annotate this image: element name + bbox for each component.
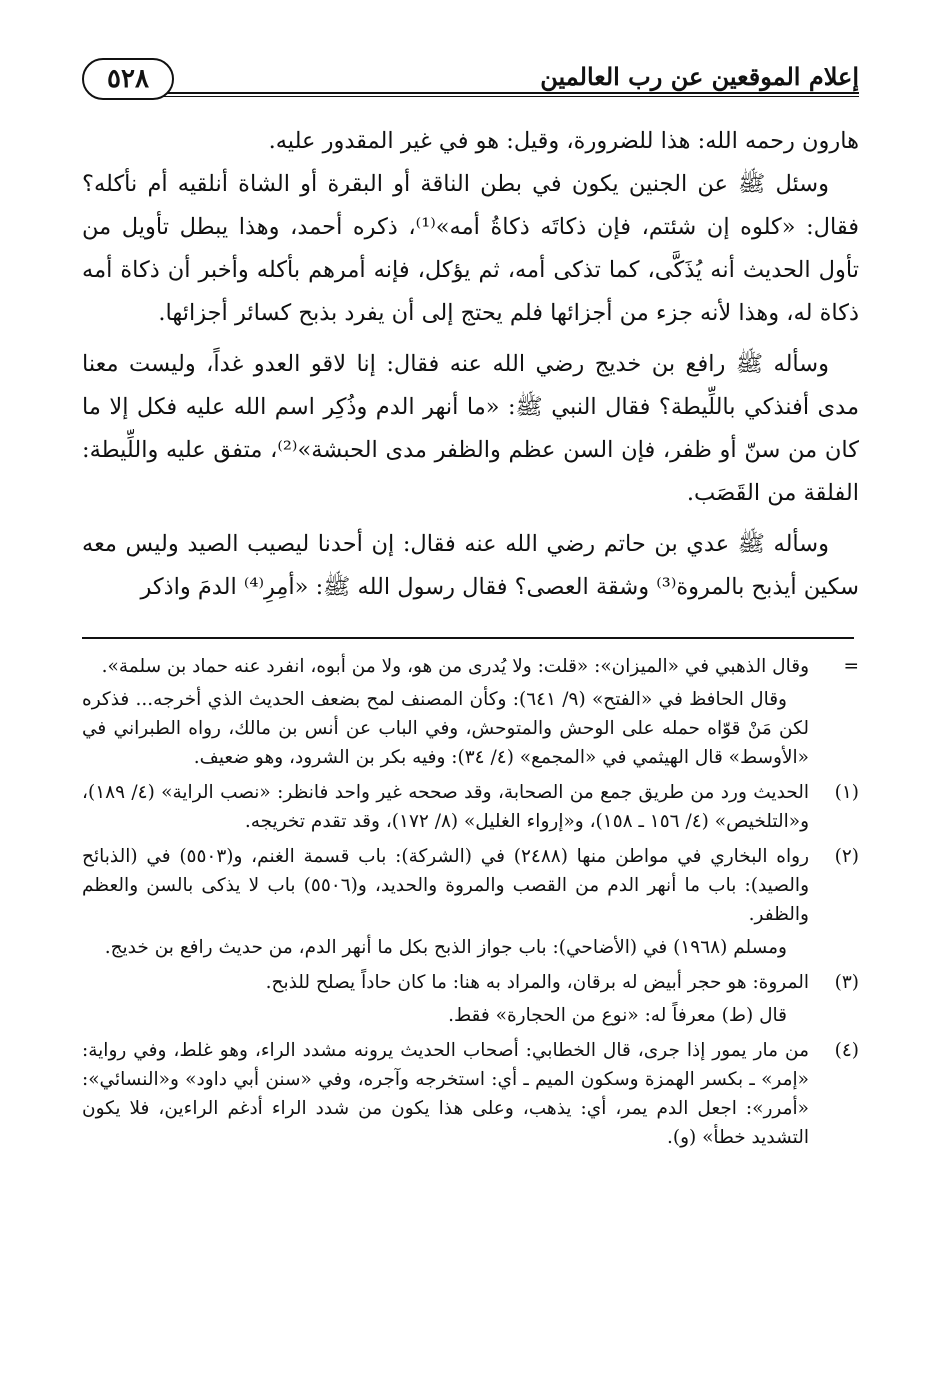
- footnote-text: قال (ط) معرفاً له: «نوع من الحجارة» فقط.: [448, 1005, 787, 1026]
- footnote-text: وقال الذهبي في «الميزان»: «قلت: ولا يُدرى من هو، ولا من أبوه، انفرد عنه حماد بن سلمة».: [101, 656, 809, 677]
- paragraph-3: وسأله ﷺ رافع بن خديج رضي الله عنه فقال: إنا لاقو العدو غداً، وليست معنا مدى أفنذكي باللِّيطة؟ فقال النبي ﷺ: «ما أنهر الدم وذُكِر اسم الله عليه فكل إلا ما كان من سنّ أو ظفر، فإن السن عظم والظفر مدى الحبشة»⁽²⁾، متفق عليه واللِّيطة: الفلقة من القَصَب.: [82, 351, 859, 506]
- main-text: [82, 120, 859, 609]
- footnote-text: من مار يمور إذا جرى، قال الخطابي: أصحاب الحديث يرونه مشدد الراء، وهو غلط، وفي رواية: «إمر» ـ بكسر الهمزة وسكون الميم ـ أي: استخرجه وآجره، وفي «سنن أبي داود» و«النسائي»: «أمرر»: اجعل الدم يمر، أي: يذهب، وعلى هذا يكون من شدد الراء أدغم الراءين، فلا يكون التشديد خطأ» (و).: [82, 1040, 809, 1148]
- footnote-2: [82, 842, 859, 962]
- footnote-number: (٣): [834, 972, 859, 993]
- page-header: [82, 40, 859, 100]
- footnote-number: (١): [834, 782, 859, 803]
- footnote-number: (٤): [834, 1040, 859, 1061]
- continuation-marker: =: [843, 656, 859, 677]
- header-rule: [122, 92, 859, 94]
- footnotes: [82, 652, 859, 1152]
- footnote-text: ومسلم (١٩٦٨) في (الأضاحي): باب جواز الذبح بكل ما أنهر الدم، من حديث رافع بن خديج.: [104, 937, 787, 958]
- page-number: ٥٢٨: [82, 58, 174, 100]
- footnote-text: المروة: هو حجر أبيض له برقان، والمراد به هنا: ما كان حاداً يصلح للذبح.: [265, 972, 809, 993]
- header-rule-secondary: [122, 96, 859, 97]
- book-title: إعلام الموقعين عن رب العالمين: [540, 62, 859, 91]
- footnote-4: [82, 1036, 859, 1152]
- footnote-number: (٢): [834, 846, 859, 867]
- paragraph-2: وسئل ﷺ عن الجنين يكون في بطن الناقة أو البقرة أو الشاة أنلقيه أم نأكله؟ فقال: «كلوه إن شئتم، فإن ذكاتَه ذكاةُ أمه»⁽¹⁾، ذكره أحمد، وهذا يبطل تأويل من تأول الحديث أنه يُذَكَّى، كما تذكى أمه، ثم يؤكل، فإنه أمرهم بأكله وأخبر أن ذكاة أمه ذكاة له، وهذا لأنه جزء من أجزائها فلم يحتج إلى أن يفرد بذبح كسائر أجزائها.: [82, 171, 859, 326]
- footnote-text: الحديث ورد من طريق جمع من الصحابة، وقد صححه غير واحد فانظر: «نصب الراية» (٤/ ١٨٩)، و«التلخيص» (٤/ ١٥٦ ـ ١٥٨)، و«إرواء الغليل» (٨/ ١٧٢)، وقد تقدم تخريجه.: [82, 782, 809, 832]
- footnote-separator: [82, 637, 854, 639]
- paragraph-1: هارون رحمه الله: هذا للضرورة، وقيل: هو في غير المقدور عليه.: [268, 128, 859, 154]
- footnote-3: [82, 968, 859, 1030]
- footnote-1: [82, 778, 859, 836]
- footnote-continuation: [82, 652, 859, 772]
- paragraph-4: وسأله ﷺ عدي بن حاتم رضي الله عنه فقال: إن أحدنا ليصيب الصيد وليس معه سكين أيذبح بالمروة⁽³⁾ وشقة العصى؟ فقال رسول الله ﷺ: «أمِرِ⁽⁴⁾ الدمَ واذكر: [82, 531, 859, 600]
- footnote-text: رواه البخاري في مواطن منها (٢٤٨٨) في (الشركة): باب قسمة الغنم، و(٥٥٠٣) في (الذبائح والصيد): باب ما أنهر الدم من القصب والمروة والحديد، و(٥٥٠٦) باب لا يذكى بالسن والعظم والظفر.: [82, 846, 810, 925]
- footnote-text: وقال الحافظ في «الفتح» (٩/ ٦٤١): وكأن المصنف لمح بضعف الحديث الذي أخرجه... فذكره لكن مَنْ قوّاه حمله على الوحش والمتوحش، وفي الباب عن أنس بن مالك، رواه الطبراني في «الأوسط» قال الهيثمي في «المجمع» (٤/ ٣٤): وفيه بكر بن الشرود، وهو ضعيف.: [82, 689, 809, 768]
